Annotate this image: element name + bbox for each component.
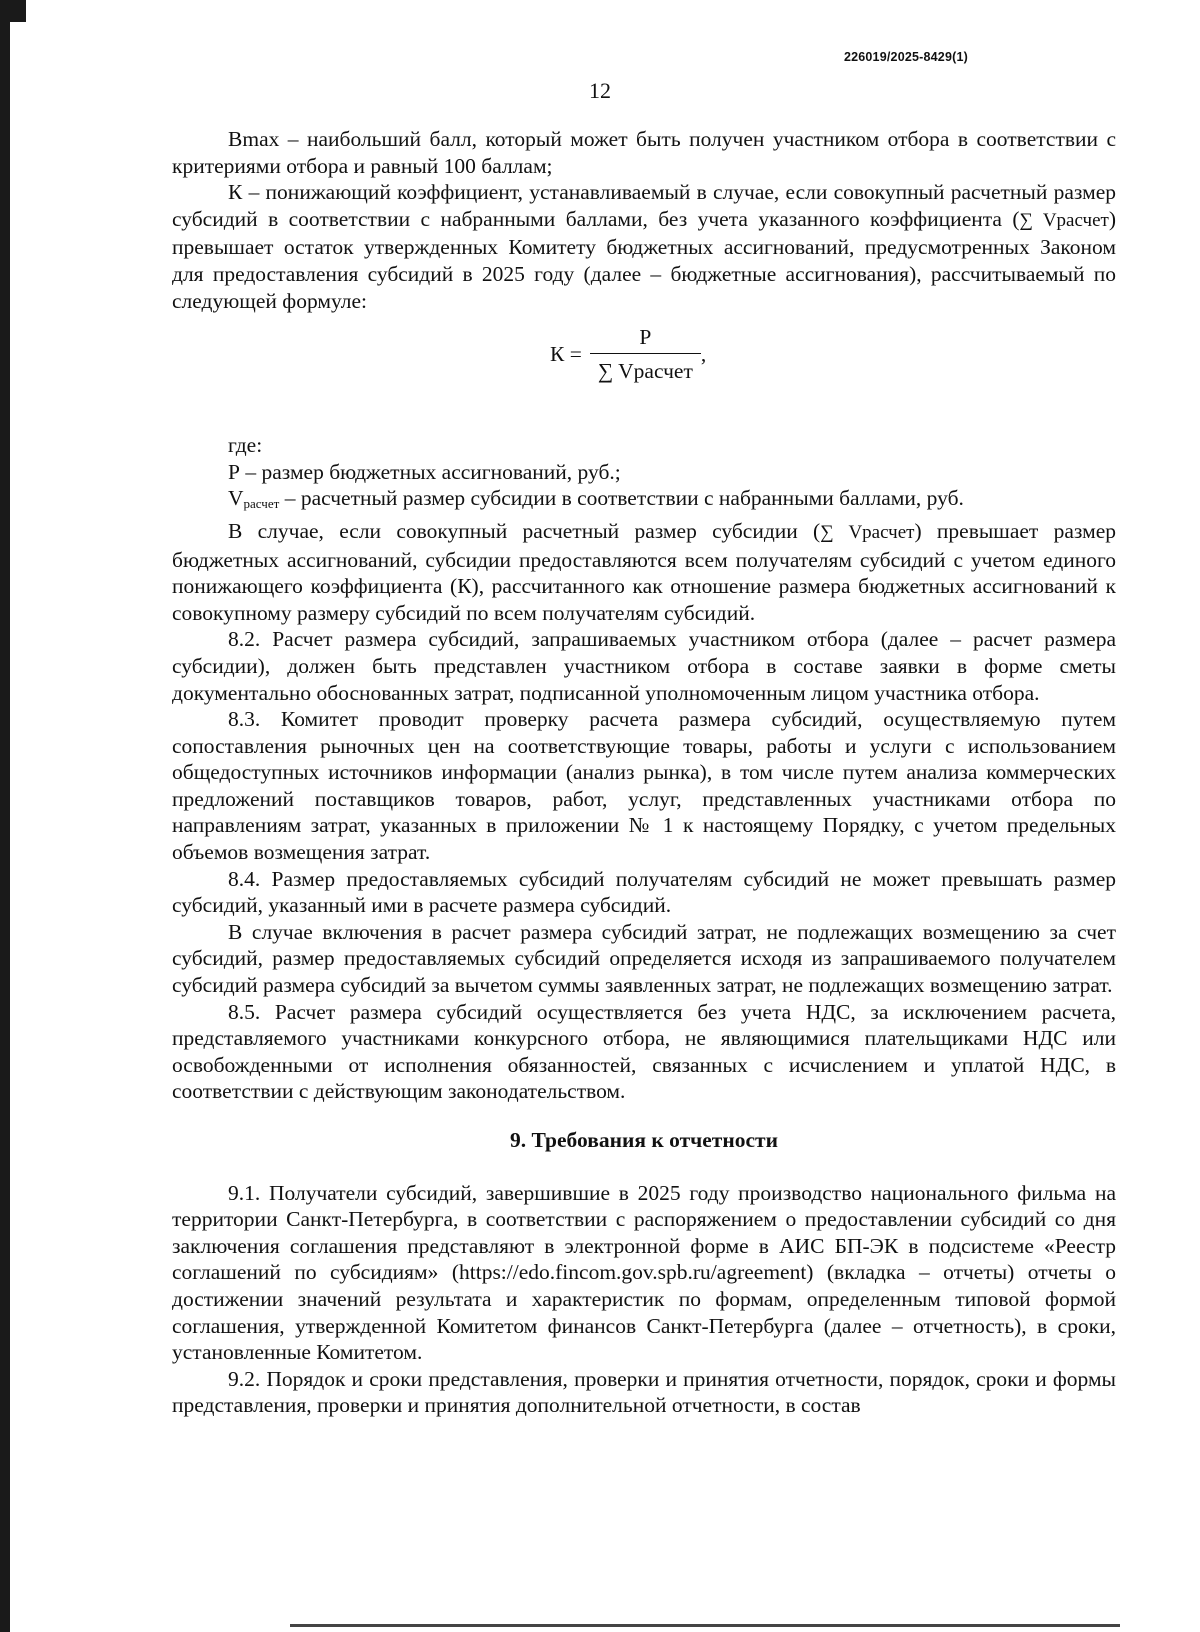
paragraph-8-4: 8.4. Размер предоставляемых субсидий получателям субсидий не может превышать размер субсидий, указанный ими в расчете размера субсидий. [172,866,1116,918]
sum-expression: ∑ Vрасчет [820,521,915,543]
document-body [172,126,1116,1419]
text-fragment: – расчетный размер субсидии в соответствии с набранными баллами, руб. [279,486,964,511]
document-id: 226019/2025-8429(1) [843,50,968,64]
sum-expression: ∑ Vрасчет [1019,209,1109,231]
text-fragment: К – понижающий коэффициент, устанавливаемый в случае, если совокупный расчетный размер субсидий в соответствии с набранными баллами, без учета указанного коэффициента ( [172,180,1116,231]
text-fragment: ) превышает остаток утвержденных Комитету бюджетных ассигнований, предусмотренных Законом для предоставления субсидий в 2025 году (далее – бюджетные ассигнования), рассчитываемый по следующей формуле: [172,206,1117,313]
paragraph-8-3: 8.3. Комитет проводит проверку расчета размера субсидий, осуществляемую путем сопоставления рыночных цен на соответствующие товары, работы и услуги с использованием общедоступных источников информации (анализ рынка), в том числе путем анализа коммерческих предложений поставщиков товаров, работ, услуг, представленных участниками отбора по направлениям затрат, указанных в приложении № 1 к настоящему Порядку, с учетом предельных объемов возмещения затрат. [172,707,1116,865]
scan-edge-bottom [290,1624,1120,1627]
paragraph-8-5: 8.5. Расчет размера субсидий осуществляется без учета НДС, за исключением расчета, представляемого участниками конкурсного отбора, не являющимися плательщиками НДС или освобожденными от исполнения обязанностей, связанных с исчислением и уплатой НДС, в соответствии с действующим законодательством. [172,999,1116,1104]
formula-numerator: Р [639,325,652,350]
symbol-v: V [228,486,244,511]
definition-p: Р – размер бюджетных ассигнований, руб.; [228,459,621,484]
paragraph-reduction [172,518,1116,626]
text-fragment: В случае, если совокупный расчетный размер субсидии ( [228,518,821,543]
formula-block [172,314,1116,432]
formula-tail: , [700,341,707,366]
definition-v [172,485,1116,518]
page-number: 12 [589,78,611,103]
scan-edge-left [0,0,10,1632]
paragraph-8-2: 8.2. Расчет размера субсидий, запрашиваемых участником отбора (далее – расчет размера субсидии), должен быть представлен участником отбора в составе заявки в форме сметы документально обоснованных затрат, подписанной уполномоченным лицом участника отбора. [172,627,1116,705]
text-fragment: ) превышает размер бюджетных ассигнований, субсидии предоставляются всем получателям субсидий с учетом единого понижающего коэффициента (К), рассчитанного как отношение размера бюджетных ассигнований к совокупному размеру субсидий по всем получателям субсидий. [172,518,1116,625]
paragraph-bmax: Bmax – наибольший балл, который может быть получен участником отбора в соответствии с критериями отбора и равный 100 баллам; [172,127,1116,178]
paragraph-9-2: 9.2. Порядок и сроки представления, проверки и принятия отчетности, порядок, сроки и формы представления, проверки и принятия дополнительной отчетности, в состав [172,1366,1116,1418]
paragraph-k-definition [172,179,1116,314]
formula-fraction [590,324,701,384]
symbol-v-subscript: расчет [243,496,280,512]
paragraph-9-1: 9.1. Получатели субсидий, завершившие в 2025 году производство национального фильма на территории Санкт-Петербурга, в соответствии с распоряжением о предоставлении субсидий со дня заключения соглашения представляют в электронной форме в АИС БП-ЭК в подсистеме «Реестр соглашений по субсидиям» (https://edo.fincom.gov.spb.ru/agreement) (вкладка – отчеты) отчеты о достижении значений результата и характеристик по формам, определенным типовой формой соглашения, утвержденной Комитетом финансов Санкт-Петербурга (далее – отчетность), в сроки, установленные Комитетом. [172,1180,1116,1365]
formula-denominator: ∑ Vрасчет [590,353,701,385]
formula-k [550,324,706,384]
scan-corner-mark [0,0,26,22]
formula-lhs: К = [550,341,582,366]
section-heading: 9. Требования к отчетности [510,1128,778,1152]
paragraph-8-4-b: В случае включения в расчет размера субсидий затрат, не подлежащих возмещению за счет субсидий, размер предоставляемых субсидий определяется исходя из запрашиваемого получателем субсидий размера субсидий за вычетом суммы заявленных затрат, не подлежащих возмещению затрат. [172,919,1116,998]
where-label: где: [228,433,263,458]
